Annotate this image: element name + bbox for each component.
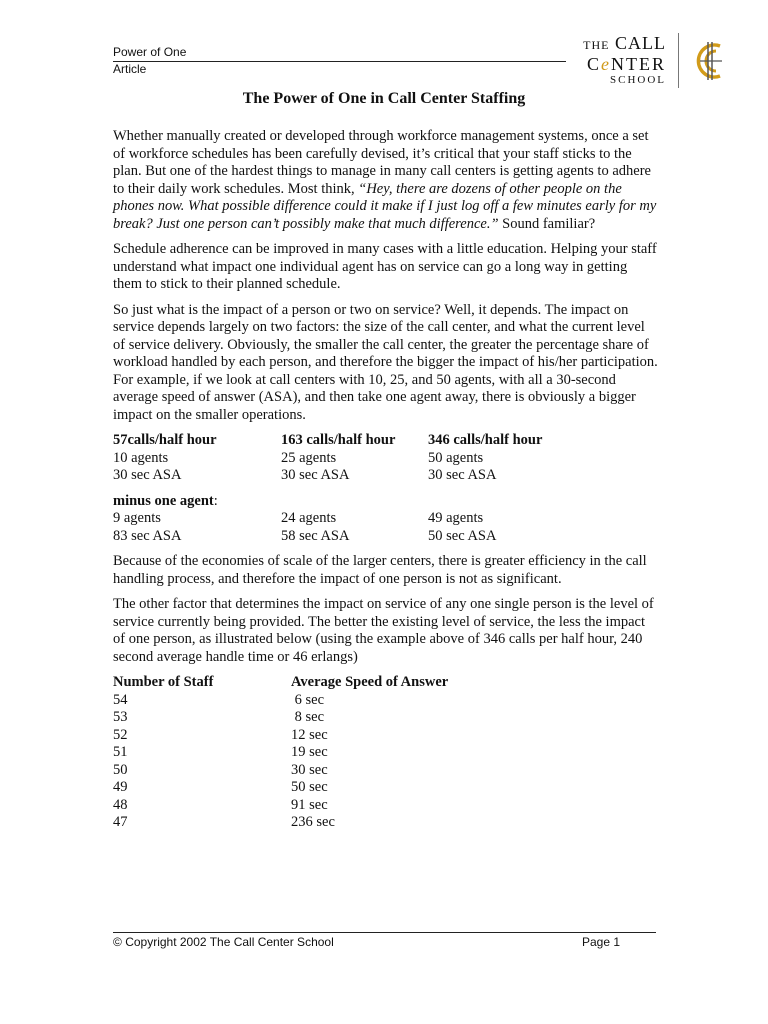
header-label-power-of-one: Power of One	[113, 45, 187, 59]
asa-cell: 12 sec	[291, 726, 328, 743]
staff-count-cell: 54	[113, 691, 128, 708]
footer-copyright: © Copyright 2002 The Call Center School	[113, 935, 334, 949]
paragraph-4: Because of the economies of scale of the larger centers, there is greater efficiency in the call handling process, and therefore the impact of one person is not as significant.	[113, 553, 647, 587]
comparison-cell: 25 agents	[281, 449, 337, 466]
paragraph-2: Schedule adherence can be improved in many cases with a little education. Helping your staff understand what impact one individual agent has on service can go a long way in getting them to stick to their planned schedule.	[113, 241, 657, 292]
staff-count-cell: 49	[113, 779, 128, 795]
staff-table-header: Number of Staff	[113, 674, 214, 690]
paragraph-1: Whether manually created or developed through workforce management systems, once a set of workforce schedules has been carefully devised, it’s critical that your staff sticks to the plan. But one of the hardest things to manage in many call centers is getting agents to adhere to their daily work schedules. Most think, “Hey, there are dozens of other people on the phones now. What possible difference could it make if I just log off a few minutes early for my break? Just one person can’t possibly make that much difference.” Sound familiar?	[113, 128, 657, 232]
logo-nter: NTER	[611, 54, 666, 74]
staff-count-cell: 50	[113, 761, 128, 778]
comparison-cell: 30 sec ASA	[113, 467, 182, 483]
comparison-cell: 49 agents	[428, 510, 484, 526]
comparison-cell: 9 agents	[113, 510, 161, 526]
asa-cell: 19 sec	[291, 744, 328, 760]
paragraph-5: The other factor that determines the impact on service of any one single person is the level of service currently being provided. The better the existing level of service, the less the impact of one person, as illustrated below (using the example above of 346 calls per half hour, 240 second average handle time or 46 erlangs)	[113, 596, 654, 665]
comparison-cell: 50 sec ASA	[428, 527, 497, 544]
logo-call: CALL	[615, 33, 666, 53]
staff-count-cell: 51	[113, 744, 128, 760]
comparison-cell: 50 agents	[428, 449, 484, 466]
header-label-article: Article	[113, 62, 147, 76]
comparison-table	[113, 432, 658, 485]
comparison-minus-table	[113, 493, 658, 546]
logo-c: C	[586, 54, 601, 74]
asa-cell: 6 sec	[291, 691, 325, 708]
article-title: The Power of One in Call Center Staffing	[242, 90, 526, 107]
staff-count-cell: 47	[113, 814, 128, 830]
asa-cell: 50 sec	[291, 779, 328, 795]
comparison-cell: 24 agents	[281, 510, 337, 526]
comparison-cell: 83 sec ASA	[113, 527, 182, 544]
staff-table-header: Average Speed of Answer	[291, 674, 449, 690]
logo-wordmark	[574, 34, 666, 87]
header-rule	[113, 61, 566, 62]
logo-e: e	[601, 54, 611, 74]
comparison-cell: 30 sec ASA	[428, 467, 497, 483]
logo-divider	[678, 33, 679, 88]
logo-the: THE	[583, 38, 610, 52]
footer-rule	[113, 932, 656, 933]
comparison-cell: 10 agents	[113, 449, 169, 466]
quote-text: “Hey, there are dozens of other people on the phones now. What possible difference could it make if I just log off a few minutes early for my break? Just one person can’t possibly make that much difference.”	[113, 180, 657, 232]
footer-page-number: Page 1	[582, 935, 621, 949]
comparison-header: 346 calls/half hour	[428, 432, 543, 448]
logo-school: SCHOOL	[609, 74, 666, 86]
article-body	[113, 128, 658, 832]
staff-count-cell: 53	[113, 709, 128, 725]
copyright-icon: ©	[113, 935, 122, 949]
asa-cell: 91 sec	[291, 796, 328, 813]
asa-cell: 30 sec	[291, 761, 328, 778]
comparison-header: 163 calls/half hour	[281, 432, 396, 448]
staff-count-cell: 52	[113, 726, 128, 743]
comparison-cell: 30 sec ASA	[281, 467, 350, 483]
asa-cell: 236 sec	[291, 814, 335, 830]
paragraph-3: So just what is the impact of a person or two on service? Well, it depends. The impact on service depends largely on two factors: the size of the call center, and what the current level of service delivery. Obviously, the smaller the call center, the greater the percentage share of workload handled by each person, and therefore the bigger the impact of his/her participation. For example, if we look at call centers with 10, 25, and 50 agents, with all a 30-second average speed of answer (ASA), and then take one agent away, there is obviously a bigger impact on the smaller operations.	[113, 301, 658, 423]
comparison-header: 57calls/half hour	[113, 432, 217, 448]
staff-count-cell: 48	[113, 796, 128, 813]
minus-one-agent-label: minus one agent:	[113, 492, 218, 509]
call-center-emblem-icon	[690, 36, 726, 86]
asa-cell: 8 sec	[291, 709, 325, 725]
staff-asa-table	[113, 674, 658, 832]
comparison-cell: 58 sec ASA	[281, 527, 350, 544]
